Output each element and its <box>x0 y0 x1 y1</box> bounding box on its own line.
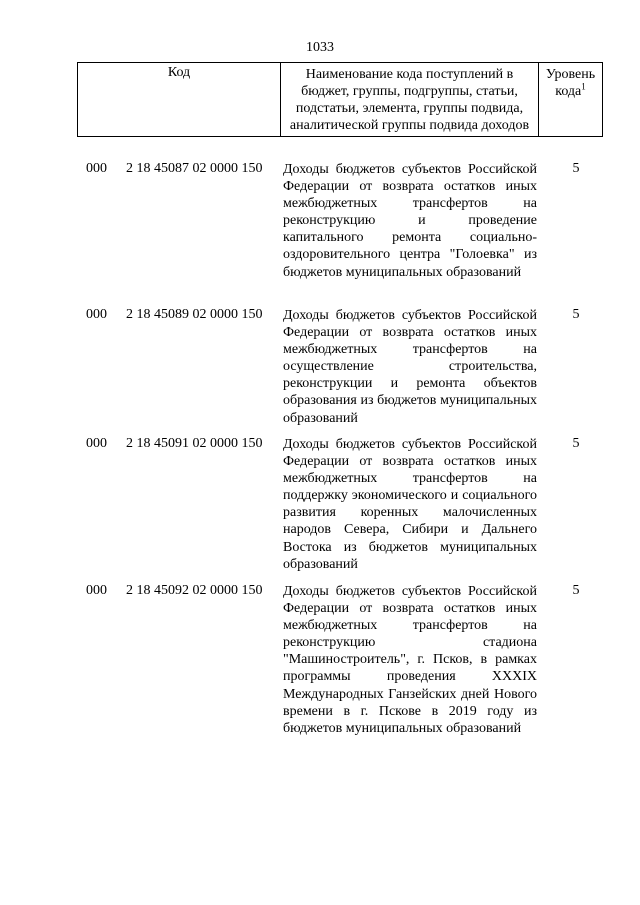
row-name: Доходы бюджетов субъектов Российской Федерации от возврата остатков иных межбюджетных трансфертов на поддержку экономического и социального развития коренных малочисленных народов Севера, Сибири и Дальнего Востока из бюджетов муниципальных образований <box>283 437 537 572</box>
header-name-label: Наименование кода поступлений в бюджет, группы, подгруппы, статьи, подстатьи, элемента, группы подвида, аналитической группы подвида доходов <box>289 67 530 133</box>
header-level-label: Уровень кода <box>545 67 596 99</box>
row-budget-code: 2 18 45087 02 0000 150 <box>126 161 263 176</box>
row-budget-code: 2 18 45091 02 0000 150 <box>126 436 263 451</box>
row-level: 5 <box>572 436 580 451</box>
row-name: Доходы бюджетов субъектов Российской Федерации от возврата остатков иных межбюджетных трансфертов на реконструкцию и проведение капитального ремонта социально-оздоровительного центра "Голоевка" из бюджетов муниципальных образований <box>283 162 537 280</box>
header-level-footnote: 1 <box>581 81 586 92</box>
row-name: Доходы бюджетов субъектов Российской Федерации от возврата остатков иных межбюджетных трансфертов на реконструкцию стадиона "Машиностроитель", г. Псков, в рамках программы проведения XXXIX Международных Ганзейских дней Нового времени в г. Пскове в 2019 году из бюджетов муниципальных образований <box>283 584 537 736</box>
row-level: 5 <box>572 583 580 598</box>
table-header <box>77 62 603 137</box>
row-admin-code: 000 <box>86 436 107 451</box>
header-name-cell <box>281 63 539 136</box>
row-level: 5 <box>572 307 580 322</box>
row-level: 5 <box>572 161 580 176</box>
row-budget-code: 2 18 45089 02 0000 150 <box>126 307 263 322</box>
row-budget-code: 2 18 45092 02 0000 150 <box>126 583 263 598</box>
row-name: Доходы бюджетов субъектов Российской Федерации от возврата остатков иных межбюджетных трансфертов на осуществление строительства, реконструкции и ремонта объектов образования из бюджетов муниципальных образований <box>283 308 537 426</box>
row-admin-code: 000 <box>86 161 107 176</box>
row-admin-code: 000 <box>86 307 107 322</box>
header-level-cell <box>539 63 602 136</box>
page-number: 1033 <box>306 40 334 55</box>
header-code-cell <box>78 63 281 136</box>
row-admin-code: 000 <box>86 583 107 598</box>
header-code-label: Код <box>167 65 191 80</box>
